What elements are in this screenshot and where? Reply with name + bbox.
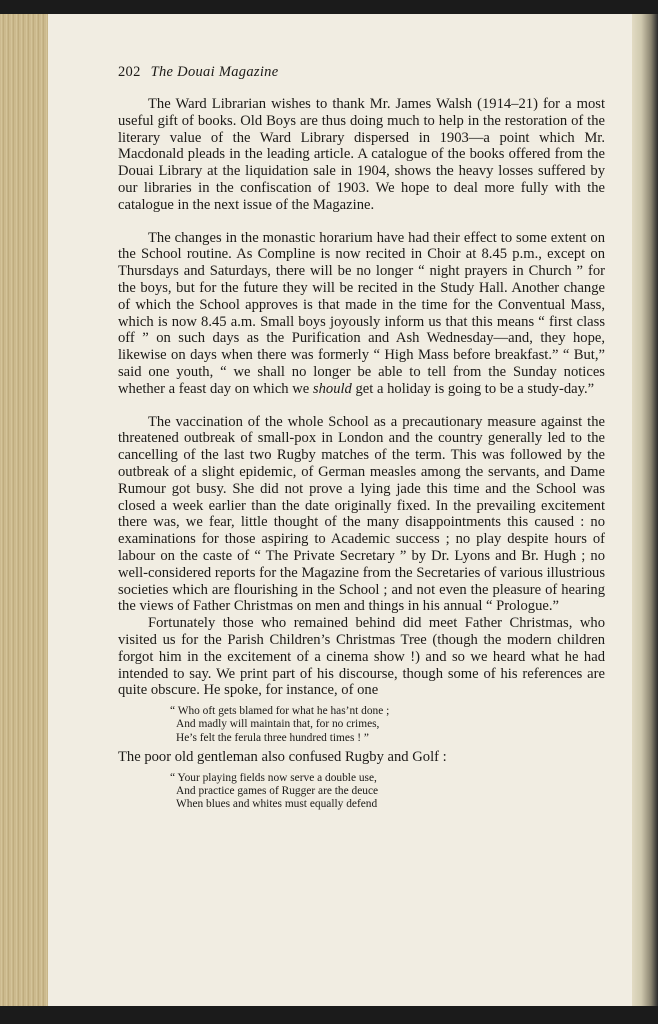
horarium-emphasis: should xyxy=(312,380,352,397)
verse-quote-two xyxy=(118,772,605,812)
paragraph-horarium xyxy=(118,230,605,398)
verse-line: And practice games of Rugger are the deuce xyxy=(176,784,379,797)
horarium-text-before: The changes in the monastic horarium have had their effect to some extent on the School routine. As Compline is now recited in Choir at 8.45 p.m., except on Thursdays and Saturdays, there will be no longer “ night prayers in Church ” for the boys, but for the future they will be recited in the Study Hall. Another change of which the School approves is that made in the time for the Conventual Mass, which is now 8.45 a.m. Small boys joyously inform us that this means “ first class off ” on such days as the Purification and Ash Wednesday—and, they hope, likewise on days when there was formerly “ High Mass before breakfast.” “ But,” said one youth, “ we shall no longer be able to tell from the Sunday notices whether a feast day on which we xyxy=(118,229,605,397)
magazine-title: The Douai Magazine xyxy=(150,64,279,80)
book-binding-shadow xyxy=(630,14,658,1006)
paragraph-rugby-golf: The poor old gentleman also confused Rugby and Golf : xyxy=(118,748,447,765)
verse-line: He’s felt the ferula three hundred times ! ” xyxy=(176,731,369,744)
running-header xyxy=(118,64,278,81)
article-body xyxy=(118,96,605,815)
horarium-text-after: get a holiday is going to be a study-day.” xyxy=(355,380,595,397)
verse-line: When blues and whites must equally defend xyxy=(176,797,378,810)
verse-line: “ Your playing fields now serve a double use, xyxy=(170,771,377,784)
verse-quote-one xyxy=(118,705,605,745)
book-page-edges xyxy=(0,14,48,1006)
verse-line: And madly will maintain that, for no crimes, xyxy=(176,718,380,731)
verse-line: “ Who oft gets blamed for what he has’nt done ; xyxy=(170,705,390,718)
paragraph-father-christmas: Fortunately those who remained behind did meet Father Christmas, who visited us for the Parish Children’s Christmas Tree (though the modern children forgot him in the excitement of a cinema show !) and so we heard what he had intended to say. We print part of his discourse, though some of his references are quite obscure. He spoke, for instance, of one xyxy=(118,615,605,699)
page-number: 202 xyxy=(118,64,141,80)
paragraph-ward-library: The Ward Librarian wishes to thank Mr. James Walsh (1914–21) for a most useful gift of books. Old Boys are thus doing much to help in the restoration of the literary value of the Ward Library dispersed in 1903—a point which Mr. Macdonald pleads in the leading article. A catalogue of the books offered from the Douai Library at the liquidation sale in 1904, shows the heavy losses suffered by our libraries in the confiscation of 1903. We hope to deal more fully with the catalogue in the next issue of the Magazine. xyxy=(118,96,605,213)
paragraph-vaccination: The vaccination of the whole School as a precautionary measure against the threatened outbreak of small-pox in London and the country generally led to the cancelling of the last two Rugby matches of the term. This was followed by the outbreak of a slight epidemic, of German measles among the servants, and Dame Rumour got busy. She did not prove a lying jade this time and the School was closed a week earlier than the date originally fixed. In the prevailing excitement there was, we fear, little thought of the many disappointments this caused : no examinations for those aspiring to Academic success ; no play despite hours of labour on the caste of “ The Private Secretary ” by Dr. Lyons and Br. Hugh ; no well-considered reports for the Magazine from the Secretaries of various illustrious societies which are flourishing in the School ; and not even the pleasure of hearing the views of Father Christmas on men and things in his annual “ Prologue.” xyxy=(118,413,605,615)
book-page xyxy=(48,14,632,1006)
